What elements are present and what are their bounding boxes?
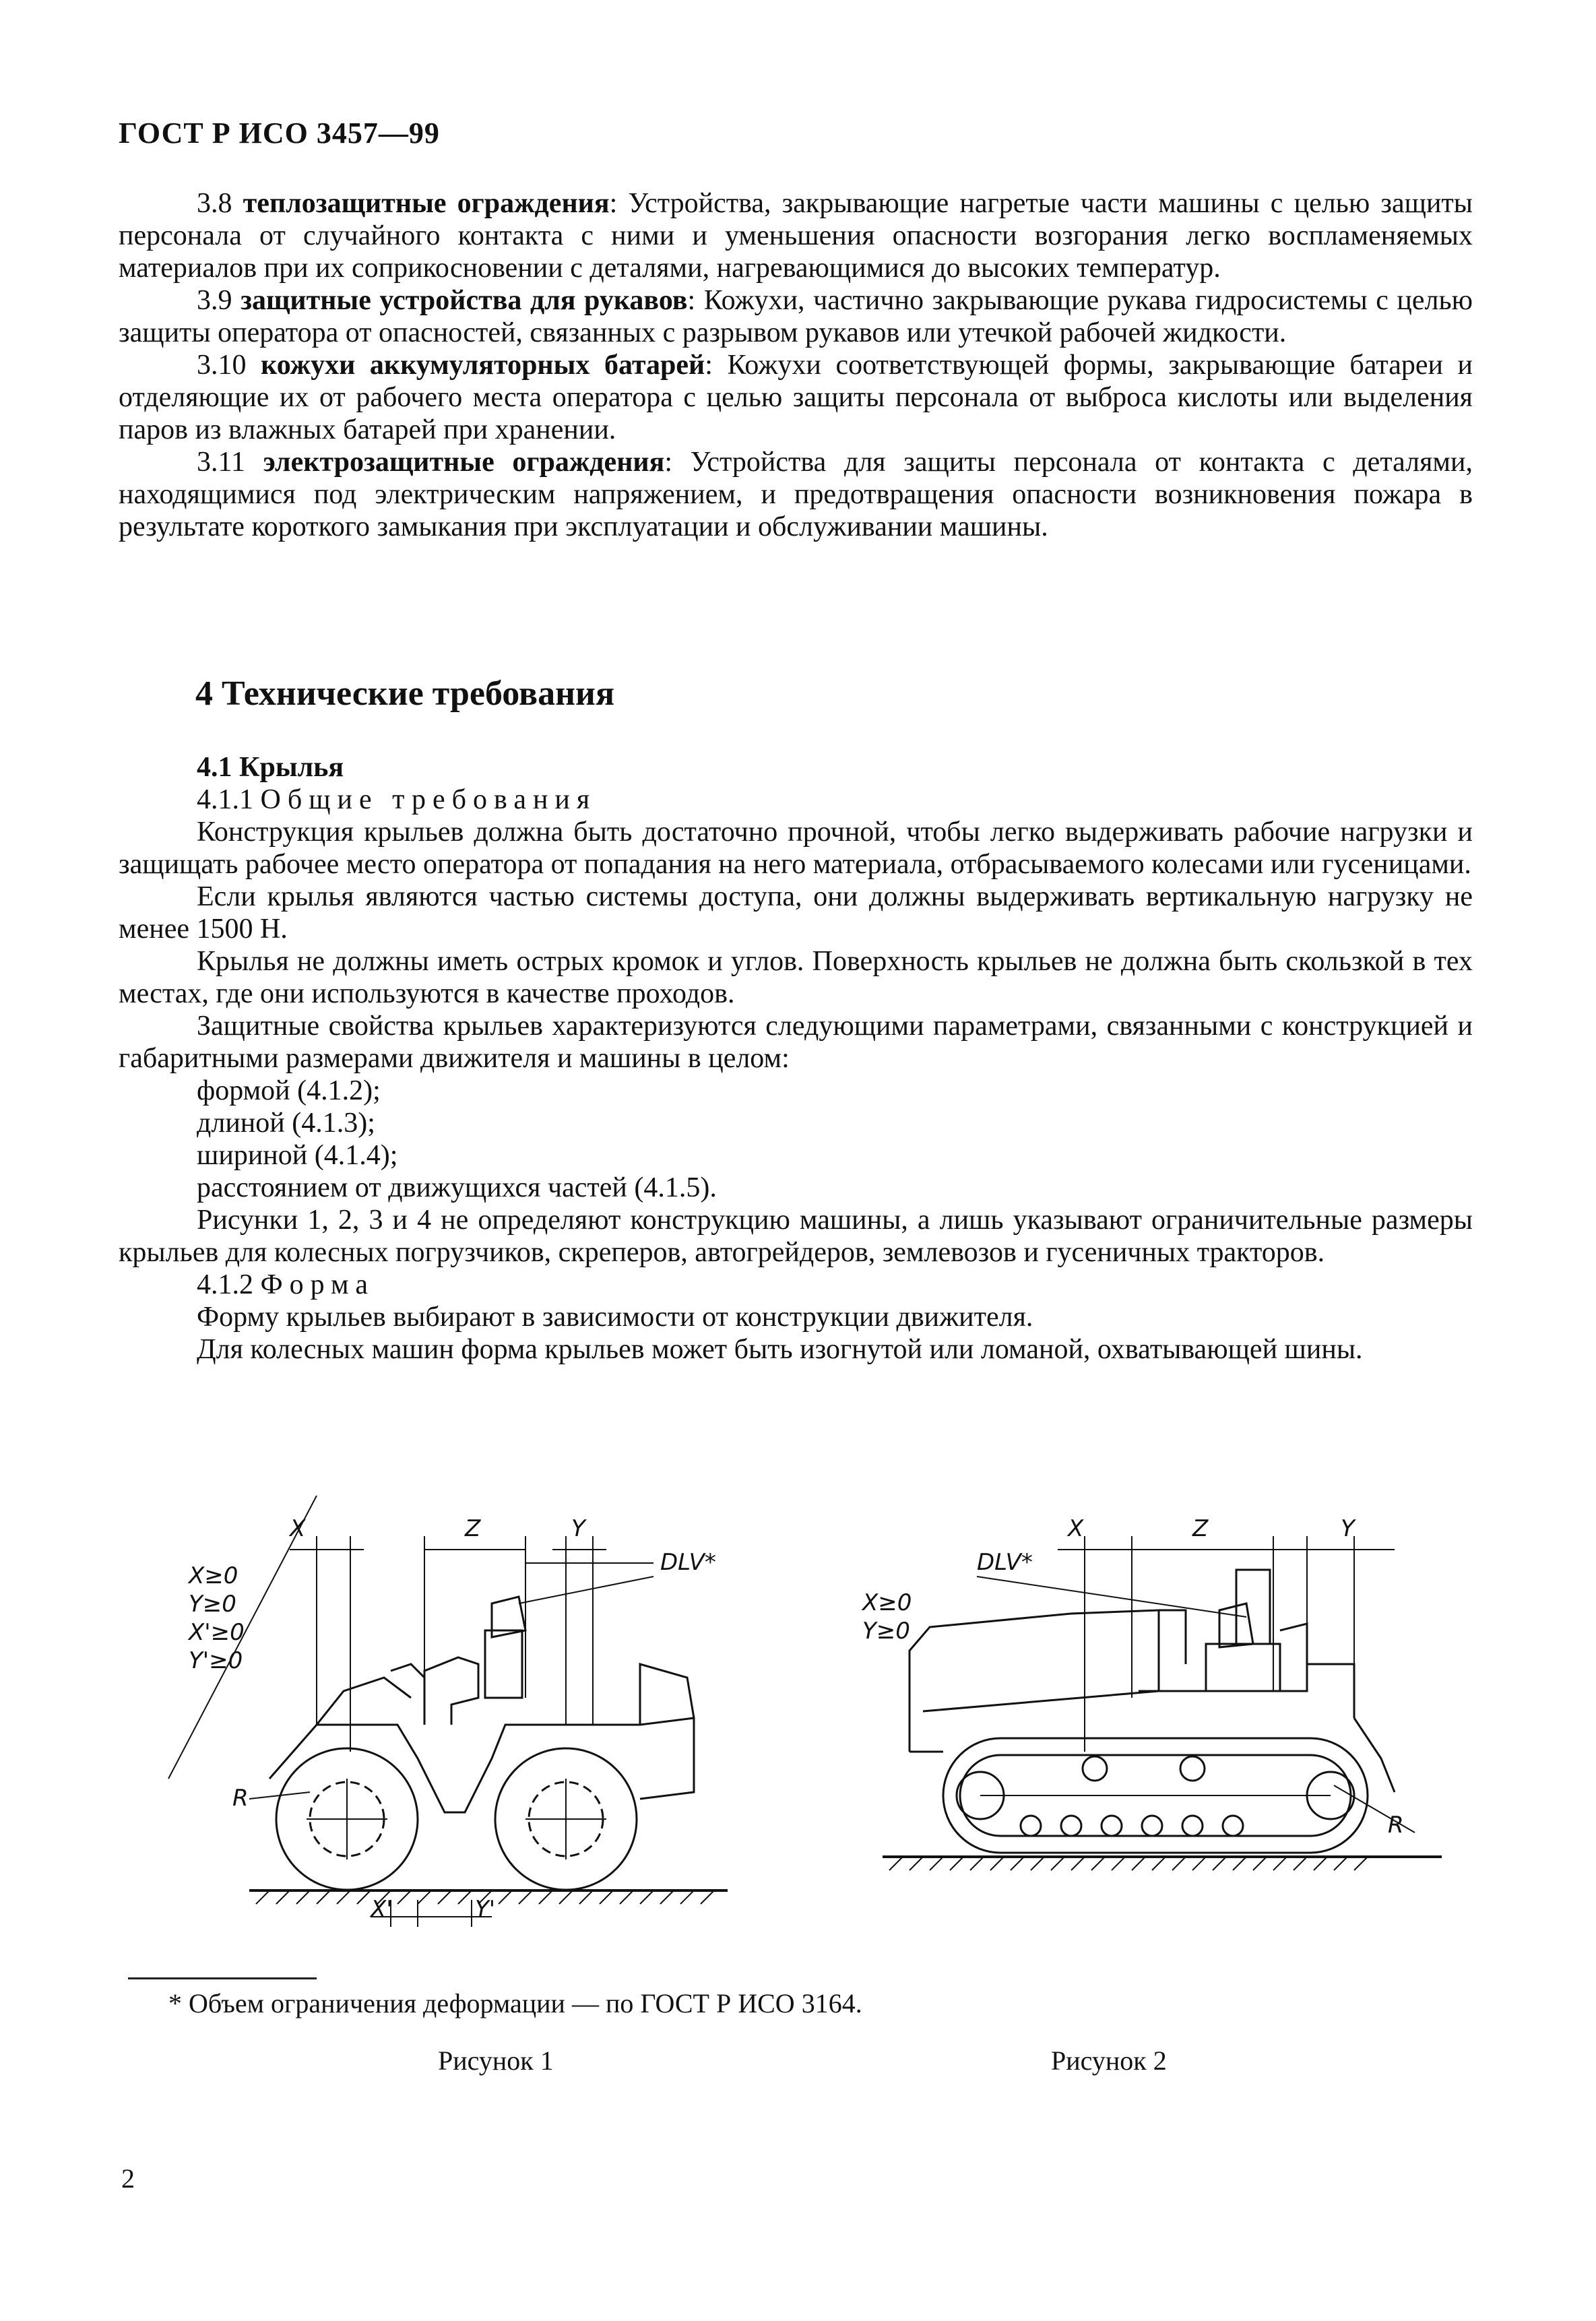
definition-number: 3.9 xyxy=(197,285,232,316)
figure-2-condition: Y≥0 xyxy=(862,1618,910,1645)
section-title: 4 Технические требования xyxy=(195,674,615,713)
figure-1-condition: X'≥0 xyxy=(189,1619,245,1646)
subsection-number: 4.1.1 xyxy=(197,784,253,815)
figure-2-condition: X≥0 xyxy=(862,1589,912,1616)
paragraph: Конструкция крыльев должна быть достаточно прочной, чтобы легко выдерживать рабочие нагрузки и защищать рабочее место оператора от попадания на него материала, отбрасываемого колесами или гусеницами. xyxy=(119,817,1473,880)
figure-1-drawing xyxy=(168,1496,755,1934)
document-header: ГОСТ Р ИСО 3457—99 xyxy=(119,117,440,150)
footnote: * Объем ограничения деформации — по ГОСТ Р ИСО 3164. xyxy=(168,1988,862,2018)
figure-2-label-r: R xyxy=(1388,1812,1404,1839)
definition-term: теплозащитные ограждения xyxy=(243,188,610,219)
paragraph: Для колесных машин форма крыльев может быть изогнутой или ломаной, охватывающей шины. xyxy=(197,1334,1363,1365)
subsection-4-1-1 xyxy=(119,784,1473,816)
definitions-block xyxy=(119,187,1473,543)
subsection-4-1-2 xyxy=(119,1269,1473,1301)
definition-text: : Устройства для защиты персонала от контакта с деталями, находящимися под электрическим напряжением, и предотвращения опасности возникновения пожара в результате короткого замыкания при эксплуатации и обслуживании машины. xyxy=(119,447,1473,542)
paragraph: Защитные свойства крыльев характеризуются следующими параметрами, связанными с конструкцией и габаритными размерами движителя и машины в целом: xyxy=(119,1011,1473,1074)
figure-1-wheeled-machine xyxy=(168,1496,755,1934)
figure-1-caption: Рисунок 1 xyxy=(438,2045,554,2076)
paragraph: Если крылья являются частью системы доступа, они должны выдерживать вертикальную нагрузку не менее 1500 Н. xyxy=(119,881,1473,945)
definition-text: : Кожухи, частично закрывающие рукава гидросистемы с целью защиты оператора от опасностей, связанных с разрывом рукавов или утечкой рабочей жидкости. xyxy=(119,285,1473,348)
figure-2-label-y: Y xyxy=(1341,1515,1355,1542)
definition-number: 3.11 xyxy=(197,447,245,478)
definition-text: : Кожухи соответствующей формы, закрывающие батареи и отделяющие их от рабочего места оператора с целью защиты персонала от выброса кислоты или выделения паров из влажных батарей при хранении. xyxy=(119,350,1473,445)
definition-number: 3.10 xyxy=(197,350,247,381)
figure-2-tracked-tractor xyxy=(862,1496,1475,1934)
definition-3-11 xyxy=(119,446,1473,543)
figure-1-label-dlv: DLV* xyxy=(660,1549,716,1576)
footnote-rule xyxy=(128,1977,317,1979)
figure-1-condition: Y≥0 xyxy=(189,1591,236,1618)
definition-term: кожухи аккумуляторных батарей xyxy=(261,350,705,381)
figure-2-label-z: Z xyxy=(1192,1515,1209,1542)
subsection-number: 4.1.2 xyxy=(197,1269,253,1300)
section-body xyxy=(119,751,1473,1366)
definition-term: защитные устройства для рукавов xyxy=(241,285,688,316)
figure-2-drawing xyxy=(862,1496,1475,1934)
list-item: расстоянием от движущихся частей (4.1.5). xyxy=(197,1172,717,1203)
figure-1-label-x: X xyxy=(290,1515,306,1542)
definition-3-9 xyxy=(119,284,1473,349)
subsection-4-1: 4.1 Крылья xyxy=(197,752,344,783)
figure-2-label-x: X xyxy=(1068,1515,1084,1542)
figure-1-label-y: Y xyxy=(571,1515,585,1542)
definition-term: электрозащитные ограждения xyxy=(263,447,665,478)
paragraph: Форму крыльев выбирают в зависимости от конструкции движителя. xyxy=(197,1302,1033,1333)
figure-1-label-yp: Y' xyxy=(475,1896,496,1923)
list-item: длиной (4.1.3); xyxy=(197,1108,375,1139)
figure-1-condition: X≥0 xyxy=(189,1562,238,1589)
figures-note: Рисунки 1, 2, 3 и 4 не определяют конструкцию машины, а лишь указывают ограничительные размеры крыльев для колесных погрузчиков, скреперов, автогрейдеров, землевозов и гусеничных тракторов. xyxy=(119,1205,1473,1268)
figure-1-label-xp: X' xyxy=(371,1896,393,1923)
figure-1-condition: Y'≥0 xyxy=(189,1647,243,1674)
list-item: формой (4.1.2); xyxy=(197,1075,381,1106)
definition-text: : Устройства, закрывающие нагретые части машины с целью защиты персонала от случайного контакта с ними и уменьшения опасности возгорания легко воспламеняемых материалов при их соприкосновении с деталями, нагревающимися до высоких температур. xyxy=(119,188,1473,284)
figure-1-label-z: Z xyxy=(465,1515,481,1542)
list-item: шириной (4.1.4); xyxy=(197,1140,398,1171)
figure-1-label-r: R xyxy=(232,1785,249,1812)
subsection-heading: Общие требования xyxy=(260,784,597,815)
definition-3-10 xyxy=(119,349,1473,446)
page-number: 2 xyxy=(121,2163,135,2194)
definition-3-8 xyxy=(119,187,1473,284)
definition-number: 3.8 xyxy=(197,188,232,219)
figure-2-caption: Рисунок 2 xyxy=(1051,2045,1167,2076)
figure-2-label-dlv: DLV* xyxy=(977,1549,1033,1576)
paragraph: Крылья не должны иметь острых кромок и углов. Поверхность крыльев не должна быть скользкой в тех местах, где они используются в качестве проходов. xyxy=(119,946,1473,1009)
subsection-heading: Форма xyxy=(260,1269,375,1300)
